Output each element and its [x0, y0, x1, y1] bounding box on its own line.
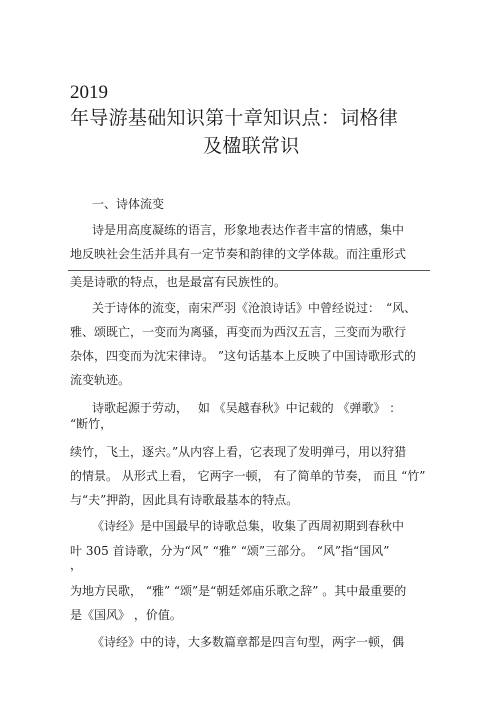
- body-line: 与“夫”押韵，因此具有诗歌最基本的特点。: [70, 493, 299, 507]
- body-line: 杂体，四变而为沈宋律诗。 ”这句话基本上反映了中国诗歌形式的: [70, 349, 416, 363]
- body-line: 是《国风》 ，价值。: [70, 608, 182, 622]
- body-line: 叶 305 首诗歌，分为“风” “雅” “颂”三部分。 “风”指“国风”: [70, 544, 390, 558]
- body-line: 《诗经》中的诗，大多数篇章都是四言句型，两字一顿，偶: [92, 635, 405, 649]
- section-heading: 一、诗体流变: [92, 197, 165, 211]
- body-line: 诗歌起源于劳动， 如 《吴越春秋》中记载的 《弹歌》 ：: [92, 401, 402, 415]
- doc-title-line-1: 年导游基础知识第十章知识点：词格律: [70, 107, 399, 129]
- body-line: 美是诗歌的特点，也是最富有民族性的。: [70, 275, 287, 289]
- body-line: 《诗经》是中国最早的诗歌总集，收集了西周初期到春秋中: [92, 519, 405, 533]
- body-line: 关于诗体的流变，南宋严羽《沧浪诗话》中曾经说过： “风、: [92, 301, 417, 315]
- body-line: ，: [70, 558, 83, 572]
- divider-rule: [68, 270, 430, 271]
- body-line: 流变轨迹。: [70, 373, 131, 387]
- body-line: “断竹，: [70, 417, 113, 431]
- doc-year: 2019: [70, 82, 108, 103]
- body-line: 续竹，飞土，逐宍。”从内容上看，它表现了发明弹弓，用以狩猎: [70, 445, 407, 459]
- body-line: 雅、颂既亡，一变而为离骚，再变而为西汉五言，三变而为歌行: [70, 325, 407, 339]
- body-line: 诗是用高度凝练的语言，形象地表达作者丰富的情感，集中: [92, 223, 405, 237]
- body-line: 为地方民歌， “雅” “颂”是“朝廷郊庙乐歌之辞” 。其中最重要的: [70, 584, 407, 598]
- doc-title-line-2: 及楹联常识: [203, 135, 300, 157]
- body-line: 地反映社会生活并具有一定节奏和韵律的文学体裁。而注重形式: [70, 247, 407, 261]
- body-line: 的情景。 从形式上看， 它两字一顿， 有了简单的节奏， 而且 “竹”: [70, 469, 426, 483]
